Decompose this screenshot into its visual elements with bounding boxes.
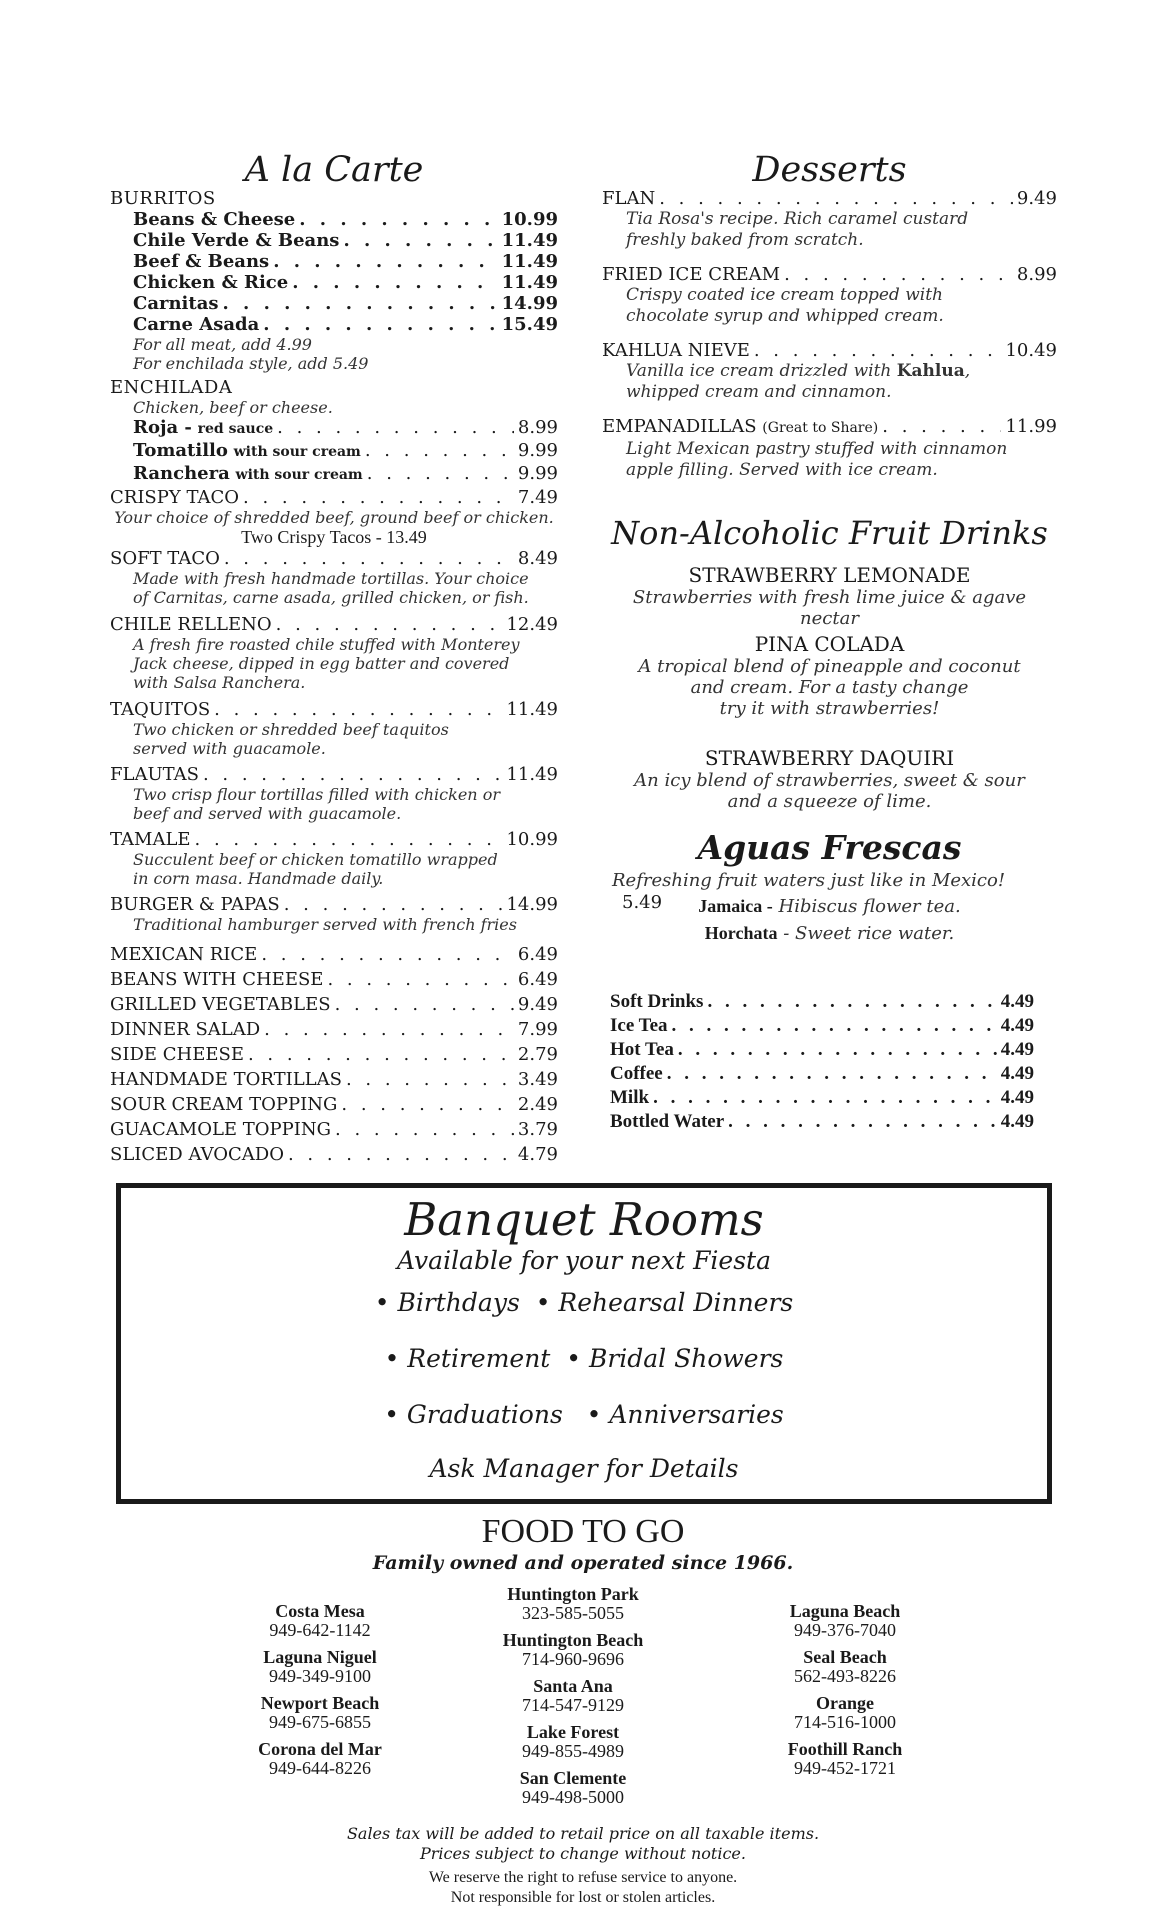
sides-list bbox=[110, 942, 558, 1167]
menu-item: Ice Tea . . . 4.49 bbox=[610, 1014, 1034, 1038]
dessert-item: EMPANADILLAS (Great to Share) . . . 11.99 Light Mexican pastry stuffed with cinnamon apple filling. Served with ice cream. bbox=[602, 416, 1057, 481]
drink-item: PINA COLADA A tropical blend of pineapple and coconut and cream. For a tasty change try it with strawberries! bbox=[602, 632, 1057, 719]
footer-tax: Sales tax will be added to retail price on all taxable items. bbox=[346, 1824, 820, 1843]
aguas-title: Aguas Frescas bbox=[697, 828, 962, 867]
taquitos bbox=[110, 699, 558, 758]
menu-item: SLICED AVOCADO . . . 4.79 bbox=[110, 1142, 558, 1167]
item-desc: whipped cream and cinnamon. bbox=[626, 382, 892, 402]
item-desc: and cream. For a tasty change bbox=[690, 677, 969, 698]
menu-item: Carnitas . . . 14.99 bbox=[133, 293, 558, 314]
menu-item: CRISPY TACO . . . 7.49 bbox=[110, 487, 558, 508]
menu-item: BEANS WITH CHEESE . . . 6.49 bbox=[110, 967, 558, 992]
banquet-title: Banquet Rooms bbox=[404, 1193, 764, 1246]
menu-item: Beef & Beans . . . 11.49 bbox=[133, 251, 558, 272]
item-desc: freshly baked from scratch. bbox=[626, 230, 864, 250]
dessert-item: FRIED ICE CREAM . . . 8.99 Crispy coated ice cream topped with chocolate syrup and whipped cream. bbox=[602, 264, 1057, 327]
menu-item: Beans & Cheese . . . 10.99 bbox=[133, 209, 558, 230]
item-desc: apple filling. Served with ice cream. bbox=[626, 460, 938, 480]
location: Corona del Mar 949-644-8226 bbox=[258, 1739, 382, 1778]
burritos-list bbox=[133, 209, 558, 373]
locations-col-3 bbox=[745, 1601, 945, 1778]
menu-item: FLAUTAS . . . 11.49 bbox=[110, 764, 558, 785]
item-desc: Succulent beef or chicken tomatillo wrapped bbox=[133, 850, 498, 869]
location: Huntington Beach 714-960-9696 bbox=[502, 1630, 644, 1669]
footer-prices: Prices subject to change without notice. bbox=[420, 1844, 746, 1863]
locations-col-1 bbox=[220, 1601, 420, 1778]
location: Foothill Ranch 949-452-1721 bbox=[787, 1739, 903, 1778]
aguas-jamaica: Jamaica - Hibiscus flower tea. bbox=[698, 896, 961, 917]
menu-item: Carne Asada . . . 15.49 bbox=[133, 314, 558, 335]
menu-item: GRILLED VEGETABLES . . . 9.49 bbox=[110, 992, 558, 1017]
item-desc: Vanilla ice cream drizzled with Kahlua, bbox=[626, 361, 971, 381]
item-desc: Two crisp flour tortillas filled with chicken or bbox=[133, 785, 500, 804]
beverages-list bbox=[610, 990, 1034, 1134]
item-desc: Traditional hamburger served with french fries bbox=[133, 915, 517, 934]
item-desc: Tia Rosa's recipe. Rich caramel custard bbox=[626, 209, 969, 229]
item-desc: chocolate syrup and whipped cream. bbox=[626, 306, 944, 326]
locations-col-2 bbox=[473, 1584, 673, 1807]
flautas bbox=[110, 764, 558, 823]
drink-item: STRAWBERRY DAQUIRI An icy blend of strawberries, sweet & sour and a squeeze of lime. bbox=[602, 746, 1057, 812]
banquet-subtitle: Available for your next Fiesta bbox=[397, 1246, 771, 1275]
menu-item: CHILE RELLENO . . . 12.49 bbox=[110, 614, 558, 635]
menu-item: Ranchera with sour cream . . . 9.99 bbox=[133, 463, 558, 486]
menu-item: TAMALE . . . 10.99 bbox=[110, 829, 558, 850]
togo-tagline: Family owned and operated since 1966. bbox=[372, 1552, 794, 1574]
menu-item: Bottled Water . . . 4.49 bbox=[610, 1110, 1034, 1134]
menu-item: Soft Drinks . . . 4.49 bbox=[610, 990, 1034, 1014]
menu-item: Tomatillo with sour cream . . . 9.99 bbox=[133, 440, 558, 463]
menu-item: Coffee . . . 4.49 bbox=[610, 1062, 1034, 1086]
item-desc: served with guacamole. bbox=[133, 739, 326, 758]
desserts-title: Desserts bbox=[752, 150, 907, 190]
dessert-item: FLAN . . . 9.49 Tia Rosa's recipe. Rich caramel custard freshly baked from scratch. bbox=[602, 188, 1057, 251]
drink-item: STRAWBERRY LEMONADE Strawberries with fresh lime juice & agave nectar bbox=[602, 563, 1057, 629]
location: Lake Forest 949-855-4989 bbox=[522, 1722, 624, 1761]
footer-refuse: We reserve the right to refuse service to anyone. bbox=[428, 1869, 738, 1886]
enchilada-list bbox=[133, 398, 558, 486]
item-desc: Your choice of shredded beef, ground beef or chicken. bbox=[114, 508, 554, 527]
aguas-desc-row: Refreshing fruit waters just like in Mexico! 5.49 bbox=[612, 870, 1006, 913]
menu-item: DINNER SALAD . . . 7.99 bbox=[110, 1017, 558, 1042]
enchilada-heading: ENCHILADA bbox=[110, 377, 233, 398]
item-desc: beef and served with guacamole. bbox=[133, 804, 402, 823]
menu-item: SIDE CHEESE . . . 2.79 bbox=[110, 1042, 558, 1067]
banquet-line: • Retirement • Bridal Showers bbox=[384, 1344, 784, 1373]
desserts-list bbox=[602, 188, 1057, 481]
item-desc: with Salsa Ranchera. bbox=[133, 673, 306, 692]
alacarte-title: A la Carte bbox=[244, 150, 424, 190]
location: Laguna Niguel 949-349-9100 bbox=[263, 1647, 377, 1686]
location: Laguna Beach 949-376-7040 bbox=[789, 1601, 901, 1640]
banquet-line: • Birthdays • Rehearsal Dinners bbox=[374, 1288, 794, 1317]
item-extra: Two Crispy Tacos - 13.49 bbox=[241, 527, 427, 547]
burritos-note: For all meat, add 4.99 bbox=[133, 335, 312, 354]
menu-item: SOUR CREAM TOPPING . . . 2.49 bbox=[110, 1092, 558, 1117]
menu-item: Hot Tea . . . 4.49 bbox=[610, 1038, 1034, 1062]
menu-item: Chicken & Rice . . . 11.49 bbox=[133, 272, 558, 293]
item-desc: Jack cheese, dipped in egg batter and covered bbox=[133, 654, 510, 673]
menu-item: SOFT TACO . . . 8.49 bbox=[110, 548, 558, 569]
item-desc: A tropical blend of pineapple and coconut bbox=[638, 656, 1021, 677]
location: Seal Beach 562-493-8226 bbox=[794, 1647, 896, 1686]
soft-taco bbox=[110, 548, 558, 607]
aguas-price: 5.49 bbox=[622, 892, 663, 913]
location: Huntington Park 323-585-5055 bbox=[507, 1584, 639, 1623]
location: Orange 714-516-1000 bbox=[794, 1693, 896, 1732]
menu-item: BURGER & PAPAS . . . 14.99 bbox=[110, 894, 558, 915]
item-desc: of Carnitas, carne asada, grilled chicken, or fish. bbox=[133, 588, 529, 607]
menu-item: GUACAMOLE TOPPING . . . 3.79 bbox=[110, 1117, 558, 1142]
item-desc: Crispy coated ice cream topped with bbox=[626, 285, 943, 305]
menu-item: TAQUITOS . . . 11.49 bbox=[110, 699, 558, 720]
menu-item: MEXICAN RICE . . . 6.49 bbox=[110, 942, 558, 967]
item-desc: try it with strawberries! bbox=[719, 698, 940, 719]
item-desc: Light Mexican pastry stuffed with cinnamon bbox=[626, 439, 1008, 459]
item-desc: and a squeeze of lime. bbox=[727, 791, 932, 812]
crispy-taco bbox=[110, 487, 558, 548]
banquet-line: • Graduations • Anniversaries bbox=[384, 1400, 784, 1429]
burritos-heading: BURRITOS bbox=[110, 188, 216, 209]
menu-item: Chile Verde & Beans . . . 11.49 bbox=[133, 230, 558, 251]
chile-relleno bbox=[110, 614, 558, 692]
item-desc: Made with fresh handmade tortillas. Your choice bbox=[133, 569, 529, 588]
menu-item: Roja - red sauce . . . 8.99 bbox=[133, 417, 558, 440]
enchilada-desc: Chicken, beef or cheese. bbox=[133, 398, 333, 417]
burger bbox=[110, 894, 558, 934]
item-desc: Two chicken or shredded beef taquitos bbox=[133, 720, 449, 739]
banquet-ask: Ask Manager for Details bbox=[429, 1454, 739, 1483]
togo-title: FOOD TO GO bbox=[481, 1513, 685, 1550]
location: San Clemente 949-498-5000 bbox=[519, 1768, 627, 1807]
burritos-note: For enchilada style, add 5.49 bbox=[133, 354, 369, 373]
menu-item: HANDMADE TORTILLAS . . . 3.49 bbox=[110, 1067, 558, 1092]
item-desc: Strawberries with fresh lime juice & agave nectar bbox=[632, 587, 1027, 629]
banquet-box bbox=[116, 1183, 1052, 1504]
location: Newport Beach 949-675-6855 bbox=[260, 1693, 380, 1732]
location: Costa Mesa 949-642-1142 bbox=[269, 1601, 371, 1640]
drinks-title: Non-Alcoholic Fruit Drinks bbox=[611, 514, 1048, 552]
footer-lost: Not responsible for lost or stolen articles. bbox=[450, 1889, 716, 1906]
aguas-horchata: Horchata - Sweet rice water. bbox=[704, 923, 955, 944]
item-desc: A fresh fire roasted chile stuffed with Monterey bbox=[133, 635, 520, 654]
location: Santa Ana 714-547-9129 bbox=[522, 1676, 624, 1715]
item-desc: An icy blend of strawberries, sweet & sour bbox=[634, 770, 1025, 791]
dessert-item: KAHLUA NIEVE . . . 10.49 Vanilla ice cream drizzled with Kahlua, whipped cream and cinnamon. bbox=[602, 340, 1057, 403]
menu-item: Milk . . . 4.49 bbox=[610, 1086, 1034, 1110]
tamale bbox=[110, 829, 558, 888]
item-desc: in corn masa. Handmade daily. bbox=[133, 869, 384, 888]
